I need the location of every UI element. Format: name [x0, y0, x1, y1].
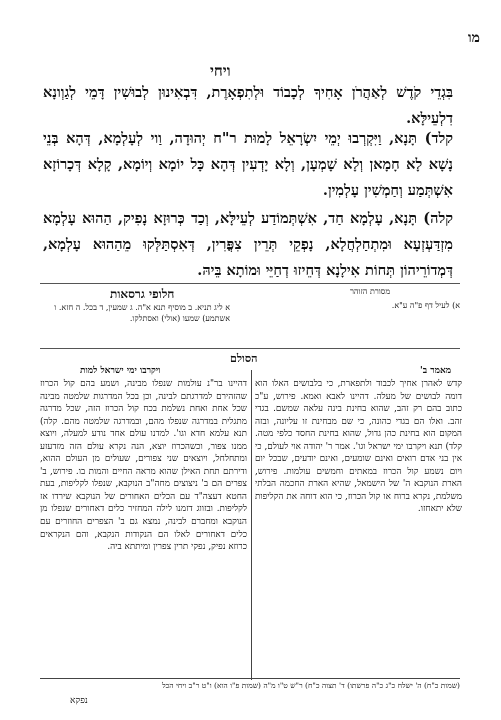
commentary-left-column: דהיינו בר"נ עולמות שנפלו מבינה, ושמע בהם קול הכרוז שהזהירם למדרגתם לבינה, וכן בכל המדרגות שלמטה מבינה שכל אחת ואחת נשלמת בכח קול הכרוז הזה, שכל מדרגה מתגלית במדרגה שנפלו מהם, ובמדרגה שלמטה מהם. קלה) תנא עלמא חדא וגו'. למדנו עולם אחד נודע למעלה, ויוצא ממנו צפור, וכשהכרוז יוצא, הנה נקרא עולם הזה מזדעזע ומתחלחל, ויוצאים שני צפורים, שעולים מן העולם ההוא, ודירתם תחת האילן שהוא מראה החיים והמות בו. פירוש, ב' צפרים הם ב' ניצוצים מחה"ב הנוקבא, שנפלו לקליפות, בעת החטא דעצה"ד עם הכלים האחורים של הנוקבא שירדו אז לקליפות. ובזווג דזמנו לילה המחזיר כלים דאחורים שנפלו מן הנוקבא ומחברם לבינה, נמצא גם ב' הצפרים החוזרים עם כלים דאחורים לאלו הם הנקודות הנקבא, והם הנקראים כרוזא נפיק, נפקי תרין צפרין ומיתתא ביה.: [40, 379, 247, 553]
masoret-text: א) לעיל דף פ"ה ע"א.: [391, 301, 460, 310]
section-title: ויחי: [210, 62, 231, 80]
notes-divider: [40, 283, 460, 284]
left-column-heading: ויקרבו ימי ישראל למות: [80, 366, 161, 376]
variants-title: חלופי גרסאות: [110, 287, 175, 301]
right-column-heading: מאמר ב': [420, 366, 452, 376]
masoret-title: מסורת הזוהר: [350, 287, 391, 296]
footnote: (שמות כ"ח) ה' ישלח כ"ג כ"ה פרשתו) ד' תצוה כ"ח) ר"ש ט"ו מ"ה (שמות פ"ו הוא) ו"ט ר"ב ויחי הכל: [162, 681, 460, 690]
footnote-divider: [40, 678, 460, 679]
catchword: נפקא: [70, 696, 88, 706]
zohar-paragraph-2: קלד) תָּנָא, וַיִּקְרְבוּ יְמֵי יִשְׂרָאֵל לָמוּת ר"ח יְהוּדָה, וַוי לְעָלְמָא, דְּהָא בְּנֵי נָשָׁא לָא חָמָאן וְלָא שָׁמְעָן, וְלָא יָדְעִין דְּהָא כָּל יוֹמָא וְיוֹמָא, קָלָא דְּכָרוֹזָא אִשְׁתְּמַע וְחַמְשִׁין עָלְמִין.: [43, 130, 453, 199]
commentary-title: הסולם: [230, 352, 258, 365]
variants-text: א ליג תניא. ב מוסיף תנא א"ה. ג שמעין, ד בכל. ה חזא. ו אשתמע) שמעו (אולי) ואסתלקו.: [54, 303, 230, 323]
zohar-paragraph-3: קלה) תָּנָא, עָלְמָא חַד, אִשְׁתְּמוֹדַע לְעֵילָּא, וְכַד כְּרוּזָא נָפִיק, הַהוּא עָלְמָא מִזְדַּעְזְעָא וּמִתְחַלְחֲלָא, נָפְקֵי תְּרֵין צִפֳּרִין, דְּאִסְתַּלְּקוּ מֵהַהוּא עָלְמָא, דְּמְדוֹרֵיהוֹן תְּחוֹת אִילָנָא דְּחֵיזוּ דְחַיֵּי וּמוֹתָא בֵּיהּ.: [43, 210, 453, 279]
commentary-right-column: קדש לאהרן אחיך לכבוד ולתפארת, כי בלבושים האלו הוא דומה לבושים של מעלה. דהיינו לאבא ואמא. פירוש, ע"כ כתוב בהם רק זהב, שהוא בחינת בינה עלאה שמשם. בגדי זהב. ואלו הם בגדי כהונה, כי שם מבחינת זו עליונה, ובזה המקום הוא בחינת כהן גדול, שהוא בחינת החסד כלפי מטה. קלד) תנא ויקרבו ימי ישראל וגו'. אמר ר' יהודה אוי לעולם, כי אין בני אדם רואים ואינם שומעים, ואינם יודעים, שבכל יום ויום נשמע קול הכרוז במאתים וחמשים עולמות. פירוש, הארת הנוקבא ה' של הישמאל, שהיא הארת החכמה הבלתי משלמת, נקרא ברוח או קול הכרוז, כי הוא דוחה את הקליפות שלא יתאחזו.: [255, 379, 462, 515]
zohar-paragraph-1: בִּגְדֵי קֹדֶשׁ לְאַהֲרֹן אָחִיךָ לְכָבוֹד וּלְתִפְאָרֶת, דִּבְאִינוּן לְבוּשִׁין דָּמֵי לְגַוְונָא דִלְעֵילָּא.: [43, 84, 453, 127]
commentary-divider: [40, 348, 460, 349]
page-number: מו: [468, 30, 480, 46]
column-divider: [251, 370, 252, 680]
